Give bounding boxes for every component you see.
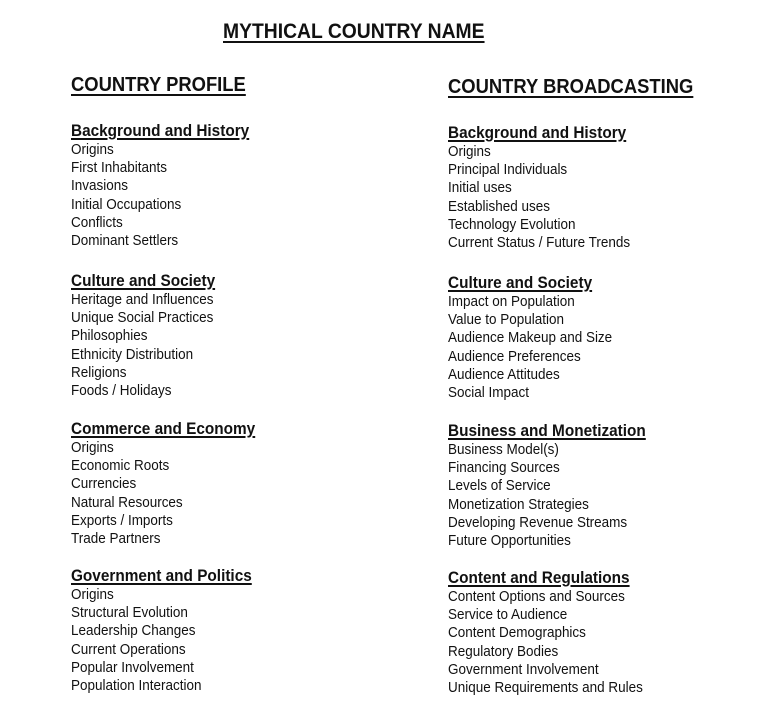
list-item: Service to Audience <box>448 607 568 624</box>
column-heading-country-profile: COUNTRY PROFILE <box>71 74 246 96</box>
section-business-and-monetization <box>448 421 661 550</box>
list-item: Population Interaction <box>71 677 202 694</box>
list-item: Social Impact <box>448 384 529 401</box>
list-item: Heritage and Influences <box>71 292 214 308</box>
list-item: Regulatory Bodies <box>448 643 559 660</box>
section-title: Content and Regulations <box>448 569 630 587</box>
list-item: Value to Population <box>448 312 564 329</box>
section-content-and-regulations <box>448 568 658 697</box>
list-item: Conflicts <box>71 214 123 231</box>
list-item: Initial Occupations <box>71 196 182 213</box>
section-culture-and-society <box>448 273 625 402</box>
list-item: Future Opportunities <box>448 532 571 549</box>
list-item: Economic Roots <box>71 458 170 475</box>
list-item: Invasions <box>71 178 128 195</box>
section-title: Commerce and Economy <box>71 420 256 438</box>
list-item: Content Demographics <box>448 625 586 642</box>
list-item: Natural Resources <box>71 494 183 511</box>
list-item: Developing Revenue Streams <box>448 514 628 531</box>
section-item-list <box>448 441 661 550</box>
list-item: Levels of Service <box>448 478 551 495</box>
document-title: MYTHICAL COUNTRY NAME <box>223 20 485 43</box>
list-item: Impact on Population <box>448 294 575 310</box>
section-item-list <box>448 588 658 697</box>
list-item: Philosophies <box>71 328 148 345</box>
column-heading-country-broadcasting: COUNTRY BROADCASTING <box>448 76 694 98</box>
section-title: Background and History <box>448 124 627 142</box>
list-item: Popular Involvement <box>71 659 194 676</box>
section-item-list <box>71 141 263 250</box>
section-background-and-history <box>448 123 644 252</box>
list-item: Audience Attitudes <box>448 366 560 383</box>
section-commerce-and-economy <box>71 419 269 548</box>
list-item: Currencies <box>71 476 137 493</box>
section-background-and-history <box>71 121 263 250</box>
list-item: Ethnicity Distribution <box>71 346 194 363</box>
list-item: Foods / Holidays <box>71 382 172 399</box>
section-title: Culture and Society <box>71 272 216 290</box>
list-item: Dominant Settlers <box>71 232 179 249</box>
country-profile-column <box>71 72 261 694</box>
section-item-list <box>71 586 265 695</box>
list-item: Business Model(s) <box>448 442 559 458</box>
list-item: Financing Sources <box>448 460 560 477</box>
section-culture-and-society <box>71 271 226 400</box>
list-item: Initial uses <box>448 180 512 197</box>
section-title: Government and Politics <box>71 567 252 585</box>
list-item: Content Options and Sources <box>448 589 625 605</box>
section-title: Background and History <box>71 122 250 140</box>
list-item: Government Involvement <box>448 661 599 678</box>
list-item: Origins <box>71 587 114 603</box>
section-item-list <box>448 293 625 402</box>
list-item: Current Status / Future Trends <box>448 234 631 251</box>
list-item: Structural Evolution <box>71 605 188 622</box>
list-item: Monetization Strategies <box>448 496 589 513</box>
list-item: Religions <box>71 364 127 381</box>
list-item: Unique Social Practices <box>71 310 214 327</box>
country-broadcasting-column <box>448 72 715 696</box>
list-item: First Inhabitants <box>71 160 167 177</box>
list-item: Principal Individuals <box>448 162 568 179</box>
section-item-list <box>71 291 226 400</box>
list-item: Established uses <box>448 198 550 215</box>
list-item: Origins <box>71 142 114 158</box>
list-item: Leadership Changes <box>71 623 196 640</box>
list-item: Current Operations <box>71 641 186 658</box>
list-item: Origins <box>448 144 491 160</box>
section-item-list <box>71 439 269 548</box>
list-item: Origins <box>71 440 114 456</box>
list-item: Exports / Imports <box>71 512 173 529</box>
section-title: Business and Monetization <box>448 422 646 440</box>
section-title: Culture and Society <box>448 274 593 292</box>
list-item: Technology Evolution <box>448 216 576 233</box>
list-item: Trade Partners <box>71 530 161 547</box>
section-item-list <box>448 143 644 252</box>
list-item: Audience Makeup and Size <box>448 330 613 347</box>
list-item: Unique Requirements and Rules <box>448 679 643 696</box>
section-government-and-politics <box>71 566 265 695</box>
list-item: Audience Preferences <box>448 348 581 365</box>
